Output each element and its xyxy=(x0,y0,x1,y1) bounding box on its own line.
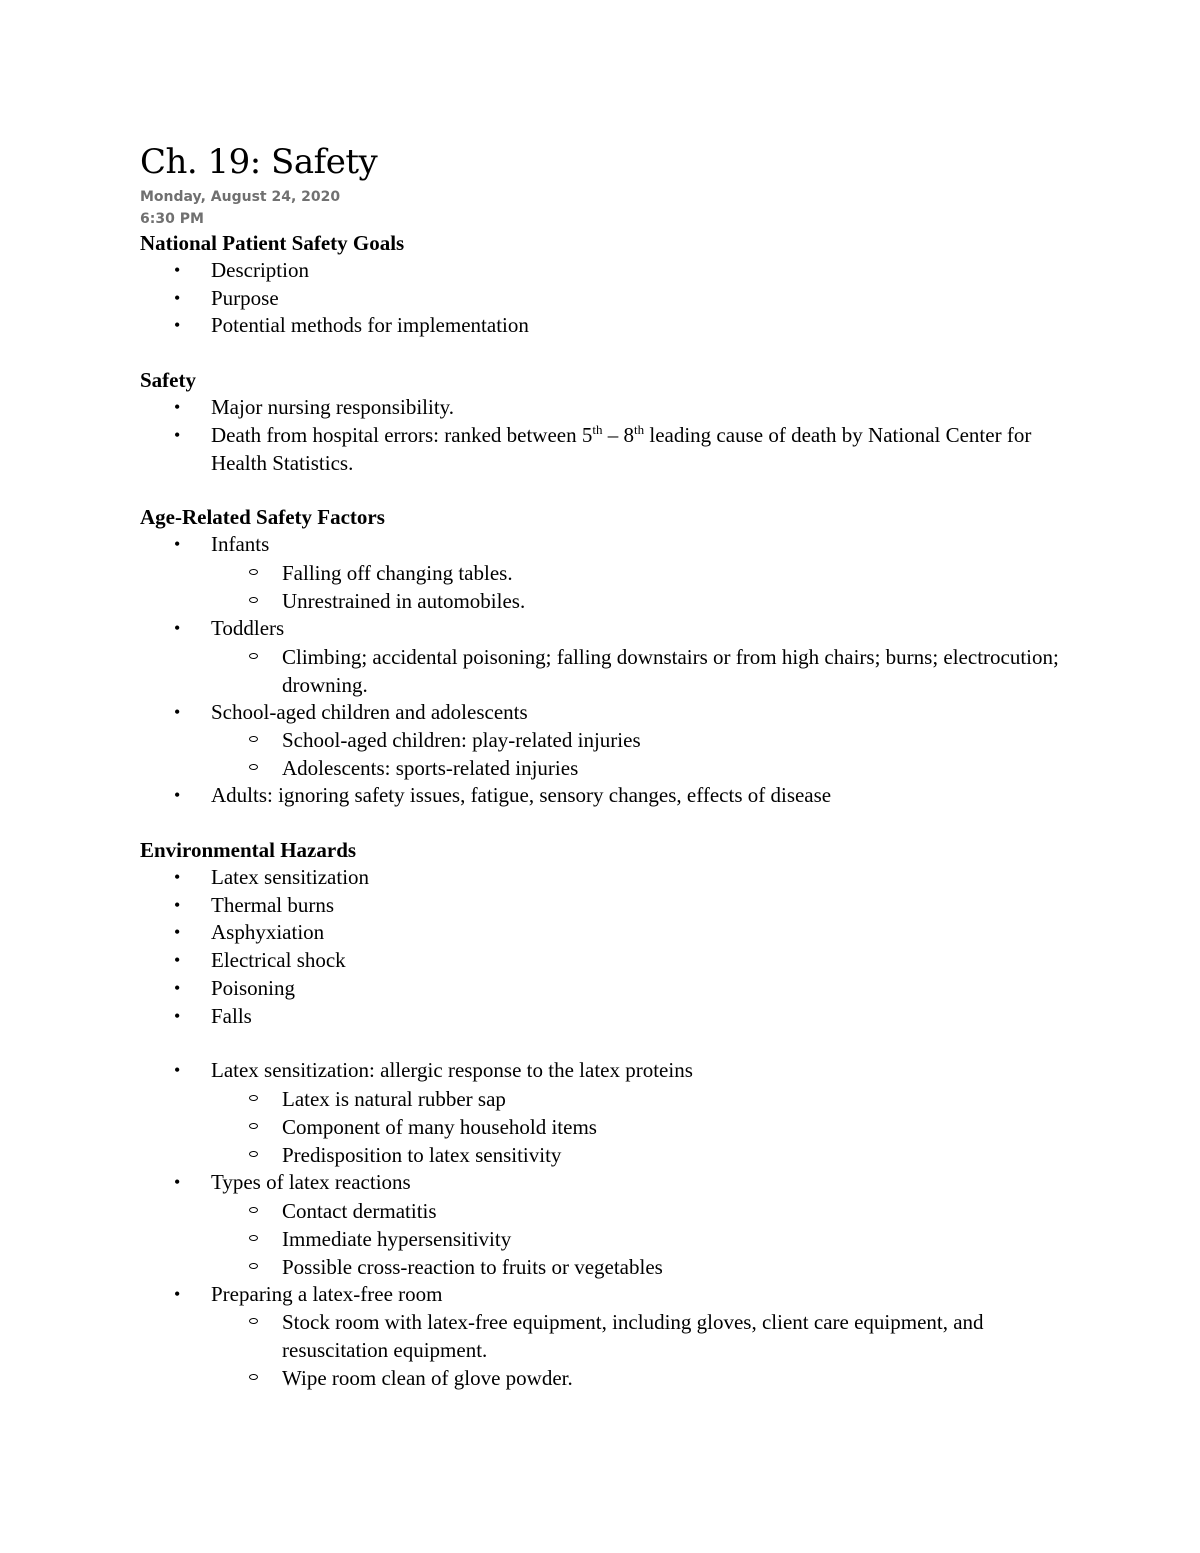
bullet-icon: • xyxy=(174,950,181,971)
section-heading-age: Age-Related Safety Factors xyxy=(140,505,385,530)
circle-bullet-icon xyxy=(249,1095,258,1101)
section-heading-env: Environmental Hazards xyxy=(140,838,357,863)
sub-list-item: Component of many household items xyxy=(211,1113,1060,1141)
list-item: • Purpose xyxy=(140,285,1060,313)
bullet-icon: • xyxy=(174,424,181,445)
list-item: • Asphyxiation xyxy=(140,919,1060,947)
list-item: • Major nursing responsibility. xyxy=(140,394,1060,422)
bullet-icon: • xyxy=(174,1005,181,1026)
list-item: • Latex sensitization xyxy=(140,864,1060,892)
bullet-icon: • xyxy=(174,287,181,308)
circle-bullet-icon xyxy=(249,1123,258,1129)
sub-list-item: Climbing; accidental poisoning; falling downstairs or from high chairs; burns; electrocution; drowning. xyxy=(211,643,1060,699)
circle-bullet-icon xyxy=(249,569,258,575)
bullet-icon: • xyxy=(174,397,181,418)
list-item: • Types of latex reactions Contact dermatitis Immediate hypersensitivity Possible cross-reaction to fruits or vegetables xyxy=(140,1169,1060,1281)
list-item: • Description xyxy=(140,257,1060,285)
circle-bullet-icon xyxy=(249,1235,258,1241)
bullet-icon: • xyxy=(174,867,181,888)
note-page xyxy=(140,140,1060,1392)
sub-list xyxy=(211,643,1060,699)
list-item: • Falls xyxy=(140,1003,1060,1031)
section-heading-npsg: National Patient Safety Goals xyxy=(140,231,405,255)
bullet-icon: • xyxy=(174,617,181,638)
sub-list-item: Possible cross-reaction to fruits or vegetables xyxy=(211,1253,1060,1281)
list-item: • Electrical shock xyxy=(140,947,1060,975)
sub-list xyxy=(211,1085,1060,1169)
bullet-icon: • xyxy=(174,922,181,943)
sub-list-item: Contact dermatitis xyxy=(211,1197,1060,1225)
bullet-icon: • xyxy=(174,785,181,806)
circle-bullet-icon xyxy=(249,1207,258,1213)
list-item: • Thermal burns xyxy=(140,892,1060,920)
list-item: • School-aged children and adolescents School-aged children: play-related injuries Adolescents: sports-related injuries xyxy=(140,699,1060,783)
bullet-icon: • xyxy=(174,1171,181,1192)
sub-list-item: Adolescents: sports-related injuries xyxy=(211,754,1060,782)
sub-list-item: Predisposition to latex sensitivity xyxy=(211,1141,1060,1169)
list-item: • Adults: ignoring safety issues, fatigue, sensory changes, effects of disease xyxy=(140,782,1060,810)
bullet-icon: • xyxy=(174,260,181,280)
sub-list-item: Wipe room clean of glove powder. xyxy=(211,1364,1060,1392)
sub-list xyxy=(211,1308,1060,1392)
latex-list xyxy=(140,1057,1060,1392)
list-item: • Preparing a latex-free room Stock room with latex-free equipment, including gloves, client care equipment, and resuscitation equipment. Wipe room clean of glove powder. xyxy=(140,1281,1060,1393)
npsg-list xyxy=(140,257,1060,340)
bullet-icon: • xyxy=(174,894,181,915)
circle-bullet-icon xyxy=(249,764,258,770)
env-list xyxy=(140,864,1060,1030)
sub-list xyxy=(211,559,1060,615)
sub-list-item: Latex is natural rubber sap xyxy=(211,1085,1060,1113)
circle-bullet-icon xyxy=(249,1151,258,1157)
list-item: • Latex sensitization: allergic response to the latex proteins Latex is natural rubber sap Component of many household items Predisposition to latex sensitivity xyxy=(140,1057,1060,1169)
circle-bullet-icon xyxy=(249,1374,258,1380)
bullet-icon: • xyxy=(174,701,181,722)
bullet-icon: • xyxy=(174,977,181,998)
sub-list xyxy=(211,1197,1060,1281)
bullet-icon: • xyxy=(174,1060,181,1081)
note-time: 6:30 PM xyxy=(140,211,204,227)
sub-list-item: School-aged children: play-related injuries xyxy=(211,726,1060,754)
sub-list-item: Falling off changing tables. xyxy=(211,559,1060,587)
sub-list-item: Unrestrained in automobiles. xyxy=(211,587,1060,615)
circle-bullet-icon xyxy=(249,1318,258,1324)
circle-bullet-icon xyxy=(249,597,258,603)
list-item: • Poisoning xyxy=(140,975,1060,1003)
page-title: Ch. 19: Safety xyxy=(140,142,378,182)
sub-list-item: Immediate hypersensitivity xyxy=(211,1225,1060,1253)
bullet-icon: • xyxy=(174,534,181,555)
section-heading-safety: Safety xyxy=(140,368,196,393)
bullet-icon: • xyxy=(174,1283,181,1304)
circle-bullet-icon xyxy=(249,736,258,742)
list-item: • Potential methods for implementation xyxy=(140,312,1060,340)
list-item: • Toddlers Climbing; accidental poisoning; falling downstairs or from high chairs; burns; electrocution; drowning. xyxy=(174,615,1059,697)
note-date: Monday, August 24, 2020 xyxy=(140,189,341,205)
list-item: • Death from hospital errors: ranked between 5th – 8th leading cause of death by National Center for Health Statistics. xyxy=(174,421,1032,475)
sub-list-item: Stock room with latex-free equipment, including gloves, client care equipment, and resuscitation equipment. xyxy=(211,1308,1060,1364)
list-item: • Infants Falling off changing tables. Unrestrained in automobiles. xyxy=(140,531,1060,615)
age-list xyxy=(140,531,1060,810)
circle-bullet-icon xyxy=(249,653,258,659)
bullet-icon: • xyxy=(174,315,181,336)
sub-list xyxy=(211,726,1060,782)
circle-bullet-icon xyxy=(249,1263,258,1269)
safety-list xyxy=(140,394,1060,477)
